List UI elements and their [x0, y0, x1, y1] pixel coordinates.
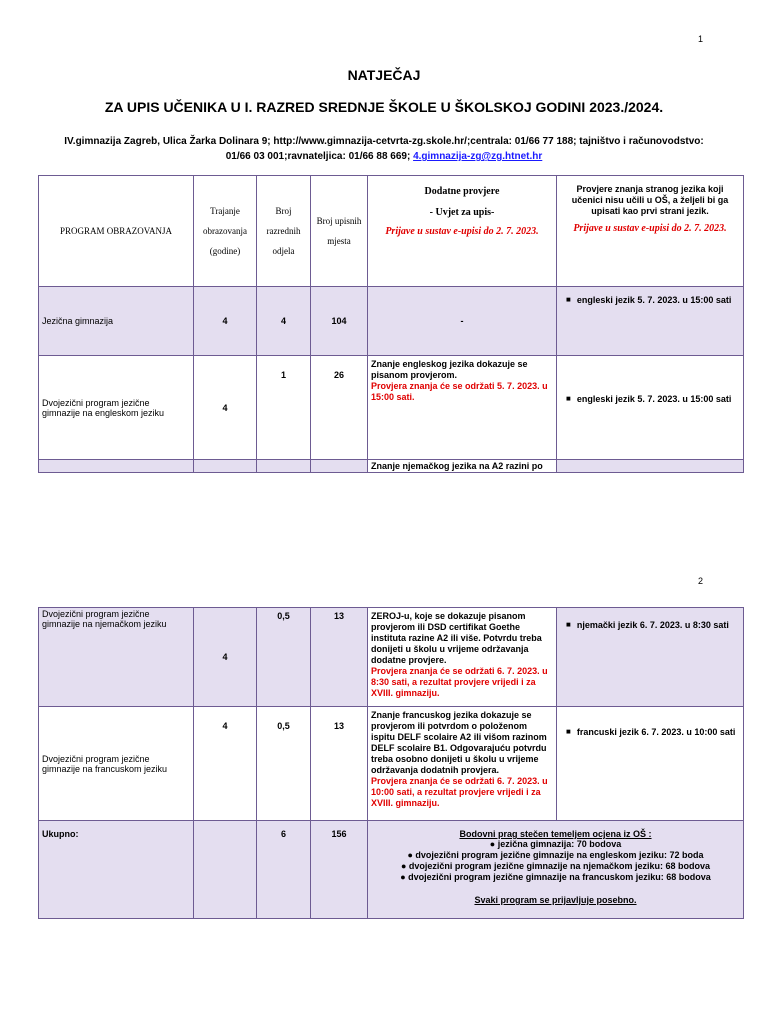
row-classes: 1	[257, 356, 311, 460]
row-classes: 4	[257, 287, 311, 356]
bullet-icon: ■	[566, 620, 571, 629]
row-extra	[368, 707, 557, 821]
bullet-icon: ●	[400, 872, 409, 882]
extra-text: Znanje francuskog jezika dokazuje se provjerom ili potvrdom o položenom ispitu DELF scolaire A2 ili višom razinom DELF scolaire B1. Odgovarajuću potvrdu treba osobno donijeti u školu u vrijeme održavanja dodatnih provjera.	[371, 710, 547, 775]
row-extra: -	[368, 287, 557, 356]
header-extra-cond: - Uvjet za upis-	[429, 207, 495, 218]
contact-info	[40, 134, 728, 164]
row-lang	[557, 287, 744, 356]
row-duration: 4	[194, 287, 257, 356]
bullet-icon: ■	[566, 727, 571, 736]
lang-test-text: francuski jezik 6. 7. 2023. u 10:00 sati	[576, 727, 736, 737]
partial-extra-text: Znanje njemačkog jezika na A2 razini po	[368, 460, 557, 473]
row-places: 13	[311, 707, 368, 821]
row-extra	[368, 608, 557, 707]
threshold-note: Svaki program se prijavljuje posebno.	[474, 895, 637, 905]
row-classes: 0,5	[257, 608, 311, 707]
row-program: Dvojezični program jezične gimnazije na njemačkom jeziku	[39, 608, 194, 707]
header-extra-title: Dodatne provjere	[424, 186, 500, 197]
lang-test-text: engleski jezik 5. 7. 2023. u 15:00 sati	[576, 393, 732, 404]
list-item	[560, 727, 740, 737]
table-row	[39, 608, 744, 707]
header-duration: Trajanje obrazovanja (godine)	[194, 176, 257, 287]
total-row	[39, 821, 744, 919]
extra-red-text: Provjera znanja će se održati 6. 7. 2023. u 8:30 sati, a rezultat provjere vrijedi i za XVIII. gimnaziju.	[371, 666, 548, 698]
total-label: Ukupno:	[39, 821, 194, 919]
lang-test-text: engleski jezik 5. 7. 2023. u 15:00 sati	[576, 295, 732, 305]
row-duration: 4	[194, 608, 257, 707]
header-lang-deadline: Prijave u sustav e-upisi do 2. 7. 2023.	[573, 223, 727, 234]
table-row	[39, 287, 744, 356]
table-row	[39, 460, 744, 473]
header-classes: Broj razrednih odjela	[257, 176, 311, 287]
threshold-list	[371, 839, 740, 883]
row-program: Jezična gimnazija	[39, 287, 194, 356]
programs-table-page2	[38, 607, 744, 919]
row-places: 104	[311, 287, 368, 356]
programs-table-page1	[38, 175, 744, 473]
bullet-icon: ■	[566, 393, 571, 403]
extra-text: ZEROJ-u, koje se dokazuje pisanom provjerom ili DSD certifikat Goethe instituta razine A2 ili više. Potvrdu treba donijeti u školu u vrijeme održavanja dodatne provjere.	[371, 611, 542, 665]
row-classes: 0,5	[257, 707, 311, 821]
bullet-icon: ■	[566, 295, 571, 304]
total-classes: 6	[257, 821, 311, 919]
contact-line-1: IV.gimnazija Zagreb, Ulica Žarka Dolinara 9; http://www.gimnazija-cetvrta-zg.skole.hr/;centrala: 01/66 77 188; tajništvo i računovodstvo:	[64, 136, 704, 147]
row-places: 26	[311, 356, 368, 460]
header-extra-deadline: Prijave u sustav e-upisi do 2. 7. 2023.	[385, 226, 539, 237]
total-places: 156	[311, 821, 368, 919]
page-number: 2	[698, 576, 704, 586]
contact-line-2: 01/66 03 001;ravnateljica: 01/66 88 669;	[225, 151, 414, 162]
list-item	[560, 620, 740, 630]
page-subtitle: ZA UPIS UČENIKA U I. RAZRED SREDNJE ŠKOLE U ŠKOLSKOJ GODINI 2023./2024.	[104, 99, 664, 115]
row-program: Dvojezični program jezične gimnazije na francuskom jeziku	[39, 707, 194, 821]
list-item: ● dvojezični program jezične gimnazije na njemačkom jeziku: 68 bodova	[400, 861, 711, 871]
table-row	[39, 356, 744, 460]
row-program: Dvojezični program jezične gimnazije na engleskom jeziku	[39, 356, 194, 460]
list-item	[560, 394, 740, 404]
header-program: PROGRAM OBRAZOVANJA	[39, 176, 194, 287]
row-duration: 4	[194, 707, 257, 821]
row-lang	[557, 356, 744, 460]
bullet-icon: ●	[407, 850, 416, 860]
list-item: ● dvojezični program jezične gimnazije na francuskom jeziku: 68 bodova	[400, 872, 711, 882]
header-lang	[557, 176, 744, 287]
header-extra	[368, 176, 557, 287]
email-link[interactable]: 4.gimnazija-zg@zg.htnet.hr	[413, 151, 543, 162]
list-item	[560, 295, 740, 305]
extra-text: Znanje engleskog jezika dokazuje se pisanom provjerom.	[371, 359, 528, 380]
header-places: Broj upisnih mjesta	[311, 176, 368, 287]
bullet-icon: ●	[489, 839, 498, 849]
table-row	[39, 707, 744, 821]
page-title: NATJEČAJ	[347, 67, 421, 83]
threshold-title: Bodovni prag stečen temeljem ocjena iz OŠ :	[459, 829, 652, 839]
page-number: 1	[698, 34, 704, 44]
row-places: 13	[311, 608, 368, 707]
bullet-icon: ●	[400, 861, 409, 871]
row-lang	[557, 608, 744, 707]
list-item: ● jezična gimnazija: 70 bodova	[489, 839, 622, 849]
header-lang-title: Provjere znanja stranog jezika koji učenici nisu učili u OŠ, a željeli bi ga upisati kao prvi strani jezik.	[571, 184, 729, 216]
extra-red-text: Provjera znanja će se održati 5. 7. 2023. u 15:00 sati.	[371, 381, 548, 402]
row-lang	[557, 707, 744, 821]
extra-red-text: Provjera znanja će se održati 6. 7. 2023. u 10:00 sati, a rezultat provjere vrijedi i za XVIII. gimnaziju.	[371, 776, 548, 808]
row-extra	[368, 356, 557, 460]
row-duration: 4	[194, 356, 257, 460]
list-item: ● dvojezični program jezične gimnazije na engleskom jeziku: 72 boda	[407, 850, 704, 860]
threshold-cell	[368, 821, 744, 919]
lang-test-text: njemački jezik 6. 7. 2023. u 8:30 sati	[576, 620, 729, 630]
